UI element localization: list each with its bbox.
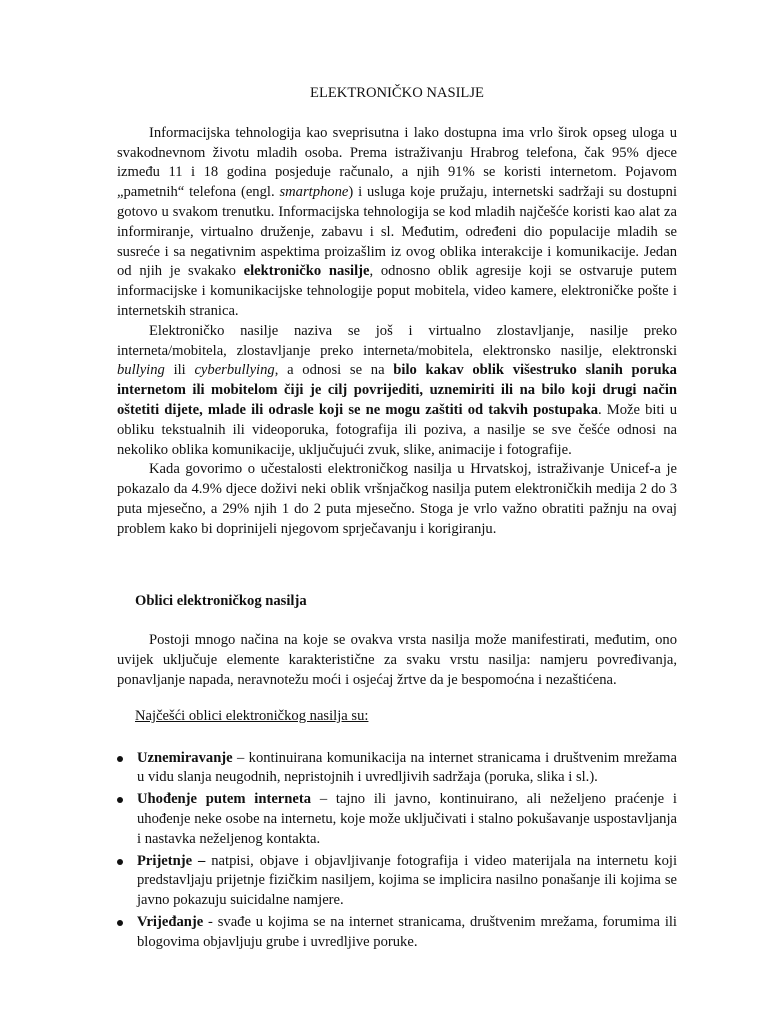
paragraph-intro-bold-term: elektroničko nasilje bbox=[243, 263, 370, 280]
list-item-term: Uznemiravanje bbox=[137, 749, 233, 766]
paragraph-intro-text-e: , odnosno oblik agresije koji se ostvaruje putem informacijske i komunikacijske tehnologije poput mobitela, video kamere, elektroničke pošte i internetskih stranica. bbox=[117, 263, 677, 319]
paragraph-definition-text-c: ili bbox=[164, 362, 195, 379]
paragraph-definition bbox=[117, 322, 677, 461]
list-item bbox=[117, 852, 677, 911]
paragraph-definition-italic-bullying: bullying bbox=[117, 362, 165, 379]
bullet-icon bbox=[117, 859, 123, 865]
document-body bbox=[117, 84, 677, 954]
list-item-text: natpisi, objave i objavljivanje fotografija i video materijala na internetu koji predstavljaju prijetnje fizičkim nasiljem, kojima se implicira nasilno ponašanje ili kojima se javno pokazuju suicidalne namjere. bbox=[137, 852, 677, 909]
paragraph-intro-text-a: Informacijska tehnologija kao sveprisutna i lako dostupna ima vrlo širok opseg uloga u svakodnevnom životu mladih osoba. Prema istraživanju Hrabrog telefona, čak 95% djece između 11 i 18 godina posjeduje računalo, a njih 91% se koristi internetom. Pojavom „pametnih“ telefona (engl. bbox=[117, 124, 677, 201]
document-title: ELEKTRONIČKO NASILJE bbox=[310, 85, 484, 101]
paragraph-definition-italic-cyberbullying: cyberbullying bbox=[194, 362, 275, 379]
section-paragraph: Postoji mnogo načina na koje se ovakva vrsta nasilja može manifestirati, međutim, ono uvijek uključuje elemente karakteristične za svaku vrstu nasilja: namjeru povređivanja, ponavljanje napada, neravnotežu moći i osjećaj žrtve da je bespomoćna i nezaštićena. bbox=[117, 632, 677, 688]
paragraph-statistics: Kada govorimo o učestalosti elektroničkog nasilja u Hrvatskoj, istraživanje Unicef-a je pokazalo da 4.9% djece doživi neki oblik vršnjačkog nasilja putem elektroničkih medija 2 do 3 puta mjesečno, a 29% njih 1 do 2 puta mjesečno. Stoga je vrlo važno obratiti pažnju na ovaj problem kako bi doprinijeli njegovom sprječavanju i korigiranju. bbox=[117, 461, 677, 537]
paragraph-definition-bold-definition: bilo kakav oblik višestruko slanih poruka internetom ili mobitelom čiji je cilj povrijediti, uznemiriti ili na bilo koji drugi način oštetiti dijete, mlade ili odrasle koji se ne mogu zaštiti od takvih postupaka bbox=[117, 362, 677, 418]
paragraph-intro bbox=[117, 124, 677, 322]
bullet-icon bbox=[117, 756, 123, 762]
bullet-icon bbox=[117, 797, 123, 803]
list-item-term: Uhođenje putem interneta bbox=[137, 791, 312, 808]
bullet-icon bbox=[117, 920, 123, 926]
list-item-text: - svađe u kojima se na internet stranicama, društvenim mrežama, forumima ili blogovima objavljuju grube i uvredljive poruke. bbox=[137, 913, 677, 950]
list-item bbox=[117, 790, 677, 849]
list-item-text: – kontinuirana komunikacija na internet stranicama i društvenim mrežama u vidu slanja neugodnih, nepristojnih i uvredljivih sadržaja (poruka, slika i sl.). bbox=[137, 749, 677, 786]
list-item bbox=[117, 749, 677, 789]
list-item-text: – tajno ili javno, kontinuirano, ali neželjeno praćenje i uhođenje neke osobe na internetu, koje može uključivati i stalno pokušavanje uspostavljanja i nastavka neželjenog kontakta. bbox=[137, 791, 677, 847]
list-subheading: Najčešći oblici elektroničkog nasilja su: bbox=[135, 707, 369, 724]
paragraph-definition-text-a: Elektroničko nasilje naziva se još i virtualno zlostavljanje, nasilje preko interneta/mobitela, zlostavljanje preko interneta/mobitela, elektronsko nasilje, elektronski bbox=[117, 322, 677, 359]
list-item-term: Prijetnje – bbox=[137, 852, 206, 869]
paragraph-definition-text-e: , a odnosi se na bbox=[274, 362, 394, 379]
paragraph-intro-text-c: ) i usluga koje pružaju, internetski sadržaji su dostupni gotovo u svakom trenutku. Informacijska tehnologija se kod mladih najčešće koristi kao alat za informiranje, virtualno druženje, zabavu i sl. Međutim, određeni dio populacije mladih se susreće i sa negativnim aspektima proizašlim iz ovog oblika interakcije i komunikacije. Jedan od njih je svakako bbox=[117, 184, 678, 280]
list-item bbox=[117, 913, 677, 953]
paragraph-definition-text-g: . Može biti u obliku tekstualnih ili videoporuka, fotografija ili poziva, a nasilje se sve češće odnosi na nekoliko oblika komunikacije, uključujući zvuk, slike, animacije i fotografije. bbox=[117, 401, 677, 458]
section-heading: Oblici elektroničkog nasilja bbox=[135, 592, 307, 609]
forms-list bbox=[117, 749, 677, 953]
paragraph-intro-italic-smartphone: smartphone bbox=[279, 184, 349, 201]
list-item-term: Vrijeđanje bbox=[137, 913, 204, 930]
